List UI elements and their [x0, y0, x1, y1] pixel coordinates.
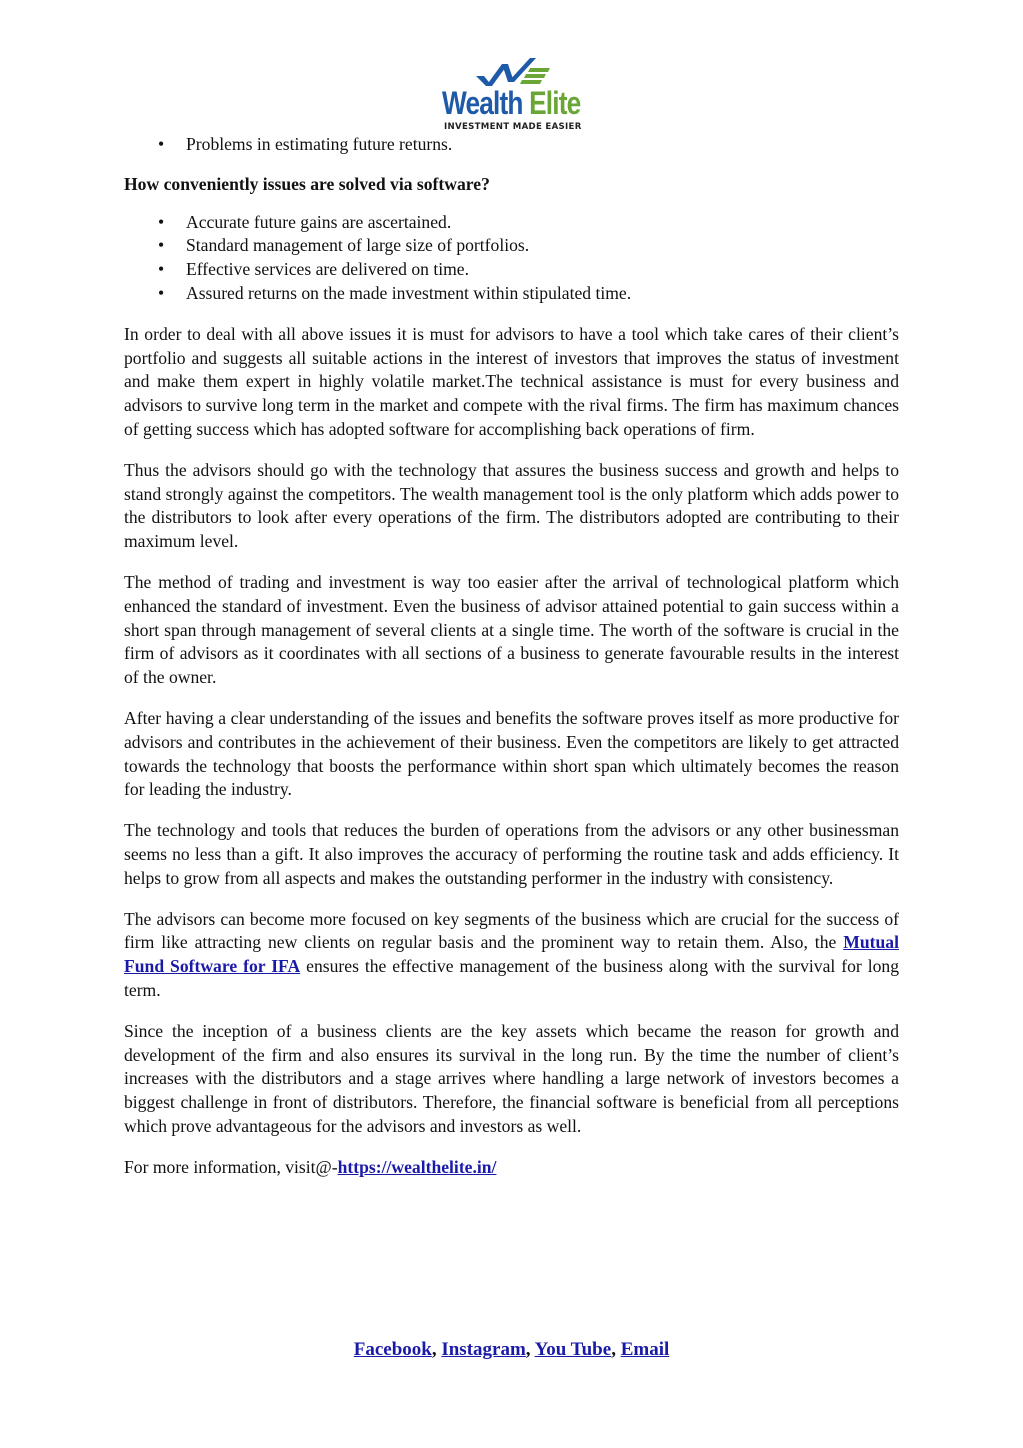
- facebook-link[interactable]: Facebook: [353, 1339, 432, 1360]
- list-item: • Effective services are delivered on time.: [124, 258, 899, 282]
- list-item: • Assured returns on the made investment within stipulated time.: [124, 282, 899, 306]
- more-info-line: For more information, visit@-https://wealthelite.in/: [124, 1156, 497, 1177]
- list-item: • Accurate future gains are ascertained.: [124, 211, 899, 235]
- social-links: Facebook, Instagram, You Tube, Email: [353, 1339, 670, 1360]
- email-link[interactable]: Email: [620, 1339, 670, 1360]
- paragraph-with-link: The advisors can become more focused on key segments of the business which are crucial for the success of firm like attracting new clients on regular basis and the prominent way to retain them. Also, the Mutual Fund Software for IFA ensures the effective management of the business along with the survival for long term.: [124, 908, 899, 1000]
- wealth-elite-logo: [442, 56, 584, 134]
- logo-tagline: INVESTMENT MADE EASIER: [444, 122, 582, 132]
- section-heading: How conveniently issues are solved via software?: [124, 173, 490, 194]
- paragraph: In order to deal with all above issues it is must for advisors to have a tool which take cares of their client’s portfolio and suggests all suitable actions in the interest of investors that improves the status of investment and make them expert in highly volatile market.The technical assistance is must for every business and advisors to survive long term in the market and compete with the rival firms. The firm has maximum chances of getting success which has adopted software for accomplishing back operations of firm.: [124, 323, 899, 439]
- bullet-icon: •: [158, 235, 165, 256]
- website-link[interactable]: https://wealthelite.in/: [337, 1156, 497, 1177]
- logo-wordmark: Wealth Elite: [442, 85, 581, 121]
- bullet-icon: •: [158, 259, 165, 280]
- bullet-icon: •: [158, 282, 165, 303]
- solutions-list: [124, 211, 899, 306]
- document-body: [124, 133, 899, 1196]
- paragraph: The method of trading and investment is way too easier after the arrival of technological platform which enhanced the standard of investment. Even the business of advisor attained potential to gain success within a short span through management of several clients at a single time. The worth of the software is crucial in the firm of advisors as it coordinates with all sections of a business to generate favourable results in the interest of the owner.: [124, 571, 899, 688]
- paragraph: The technology and tools that reduces the burden of operations from the advisors or any other businessman seems no less than a gift. It also improves the accuracy of performing the routine task and adds efficiency. It helps to grow from all aspects and makes the outstanding performer in the industry with consistency.: [124, 820, 899, 888]
- paragraph: Since the inception of a business clients are the key assets which became the reason for growth and development of the firm and also ensures its survival in the long run. By the time the number of client’s increases with the distributors and a stage arrives where handling a large network of investors becomes a biggest challenge in front of distributors. Therefore, the financial software is beneficial from all perceptions which prove advantageous for the advisors and investors as well.: [124, 1020, 899, 1136]
- bullet-icon: •: [158, 211, 165, 232]
- youtube-link[interactable]: You Tube: [534, 1339, 612, 1360]
- list-item: • Problems in estimating future returns.: [124, 133, 899, 157]
- paragraph: Thus the advisors should go with the technology that assures the business success and growth and helps to stand strongly against the competitors. The wealth management tool is the only platform which adds power to the distributors to look after every operations of the firm. The distributors adopted are contributing to their maximum level.: [124, 459, 899, 552]
- bullet-icon: •: [158, 134, 165, 154]
- problems-list: [124, 133, 899, 157]
- paragraph: After having a clear understanding of the issues and benefits the software proves itself as more productive for advisors and contributes in the achievement of their business. Even the competitors are likely to get attracted towards the technology that boosts the performance within short span which ultimately becomes the reason for leading the industry.: [124, 707, 899, 800]
- mutual-fund-software-link[interactable]: Mutual Fund Software for IFA: [124, 932, 899, 977]
- instagram-link[interactable]: Instagram: [441, 1339, 526, 1360]
- list-item: • Standard management of large size of portfolios.: [124, 234, 899, 258]
